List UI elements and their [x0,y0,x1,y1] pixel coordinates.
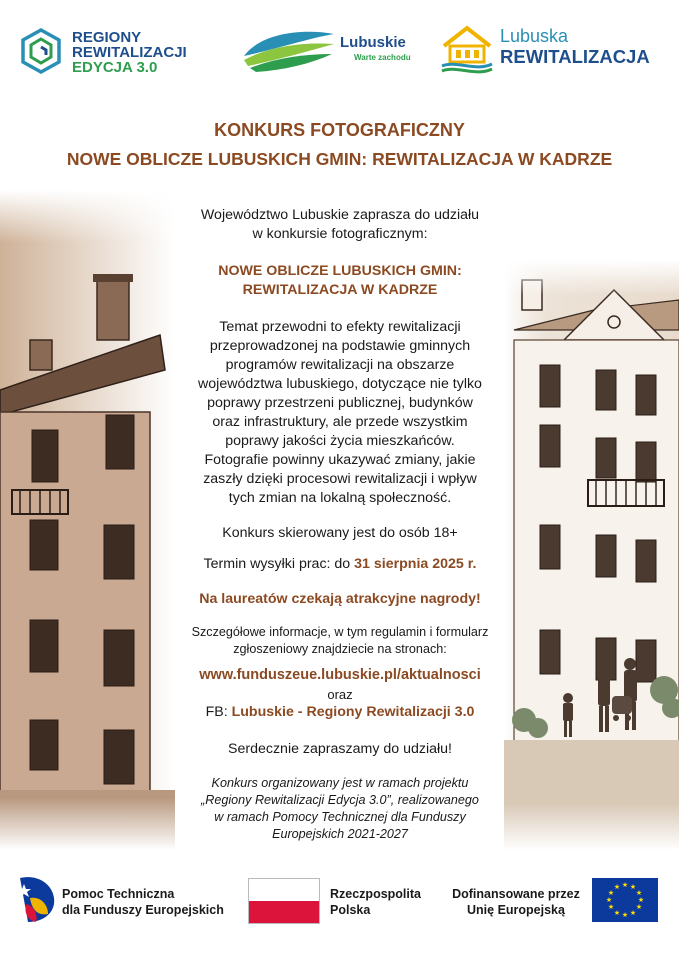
footer-pomoc-techniczna [18,874,238,928]
details-line-2: zgłoszeniowy znajdziecie na stronach: [233,642,447,656]
lubuskie-wave-icon [240,26,336,74]
svg-text:★: ★ [607,889,615,897]
theme-line: programów rewitalizacji na obszarze [225,357,455,373]
intro-line-2: w konkursie fotograficznym: [252,226,428,242]
theme-text [170,318,510,508]
logo-lubuska-rewitalizacja [440,24,670,76]
page-subtitle: NOWE OBLICZE LUBUSKICH GMIN: REWITALIZACJA W KADRZE [66,149,613,169]
details-line-1: Szczegółowe informacje, w tym regulamin i formularz [191,625,489,639]
contest-name-line-1: NOWE OBLICZE LUBUSKICH GMIN: [218,263,462,279]
deadline-prefix: Termin wysyłki prac: do [203,556,355,572]
intro-text [170,206,510,244]
eu-line-2: Unię Europejską [467,903,565,917]
old-building-sketch-image [0,190,175,850]
logo-lubuskie [240,26,420,78]
rp-line-2: Polska [330,903,371,917]
theme-line: zaszły dzięki procesowi rewitalizacji i wpływ [203,471,477,487]
lubuskie-tagline: Warte zachodu [354,53,411,62]
eu-flag-icon [592,878,658,922]
logo1-line2: REWITALIZACJI [72,44,187,61]
logo-regiony-rewitalizacji [20,28,220,78]
footer-rzeczpospolita [248,878,438,928]
theme-line: województwa lubuskiego, dotyczące nie tylko [198,376,482,392]
contest-name [170,262,510,300]
logo3-line2: REWITALIZACJA [500,46,650,67]
svg-text:★: ★ [629,909,637,917]
svg-text:★: ★ [629,883,637,891]
invite-text: Serdecznie zapraszamy do udziału! [228,741,452,757]
project-line: „Regiony Rewitalizacji Edycja 3.0”, realizowanego [201,793,479,807]
logo3-line1: Lubuska [500,26,569,46]
eu-line-1: Dofinansowane przez [452,887,580,901]
svg-text:★: ★ [635,903,643,911]
details-text [170,624,510,658]
deadline-date: 31 sierpnia 2025 r. [354,556,477,572]
logo1-line1: REGIONY [72,29,142,46]
project-text [170,775,510,843]
lubuskie-name: Lubuskie [340,34,406,51]
svg-text:★: ★ [637,896,645,904]
theme-line: poprawy przestrzeni publicznej, budynków [207,395,473,411]
audience-text: Konkurs skierowany jest do osób 18+ [222,525,458,541]
facebook-text [170,703,510,722]
contest-name-line-2: REWITALIZACJA W KADRZE [242,282,438,298]
svg-text:★: ★ [613,909,621,917]
prizes-text: Na laureatów czekają atrakcyjne nagrody! [199,591,481,607]
intro-line-1: Województwo Lubuskie zaprasza do udziału [200,207,480,223]
svg-text:★: ★ [607,903,615,911]
theme-line: przeprowadzonej na podstawie gminnych [209,338,471,354]
logo1-line3: EDYCJA 3.0 [72,59,158,76]
project-line: Konkurs organizowany jest w ramach projektu [211,776,469,790]
rp-line-1: Rzeczpospolita [330,887,421,901]
theme-line: Temat przewodni to efekty rewitalizacji [219,319,461,335]
house-logo-icon [440,24,494,74]
svg-text:★: ★ [635,889,643,897]
deadline-text [170,555,510,574]
facebook-prefix: FB: [205,704,232,720]
page-title: KONKURS FOTOGRAFICZNY [214,120,465,140]
svg-text:★: ★ [621,881,629,889]
theme-line: tych zmian na lokalną społeczność. [228,490,452,506]
fe-logo-icon [18,874,58,924]
facebook-link[interactable]: Lubuskie - Regiony Rewitalizacji 3.0 [231,704,475,720]
theme-line: oraz infrastruktury, ale przede wszystkim [212,414,468,430]
website-link[interactable]: www.funduszeue.lubuskie.pl/aktualnosci [199,667,481,683]
theme-line: Fotografie powinny ukazywać zmiany, jakie [204,452,476,468]
theme-line: poprawy jakości życia mieszkańców. [225,433,455,449]
svg-text:★: ★ [605,896,613,904]
oraz-text: oraz [327,687,353,702]
project-line: w ramach Pomocy Technicznej dla Funduszy [214,810,466,824]
renovated-building-sketch-image [504,260,679,850]
hexagon-logo-icon [20,28,62,74]
pt-line-2: dla Funduszy Europejskich [62,903,224,917]
footer-eu [446,878,661,928]
pt-line-1: Pomoc Techniczna [62,887,175,901]
svg-text:★: ★ [613,883,621,891]
svg-text:★: ★ [621,911,629,919]
project-line: Europejskich 2021-2027 [272,827,408,841]
polish-flag-icon [248,878,320,924]
